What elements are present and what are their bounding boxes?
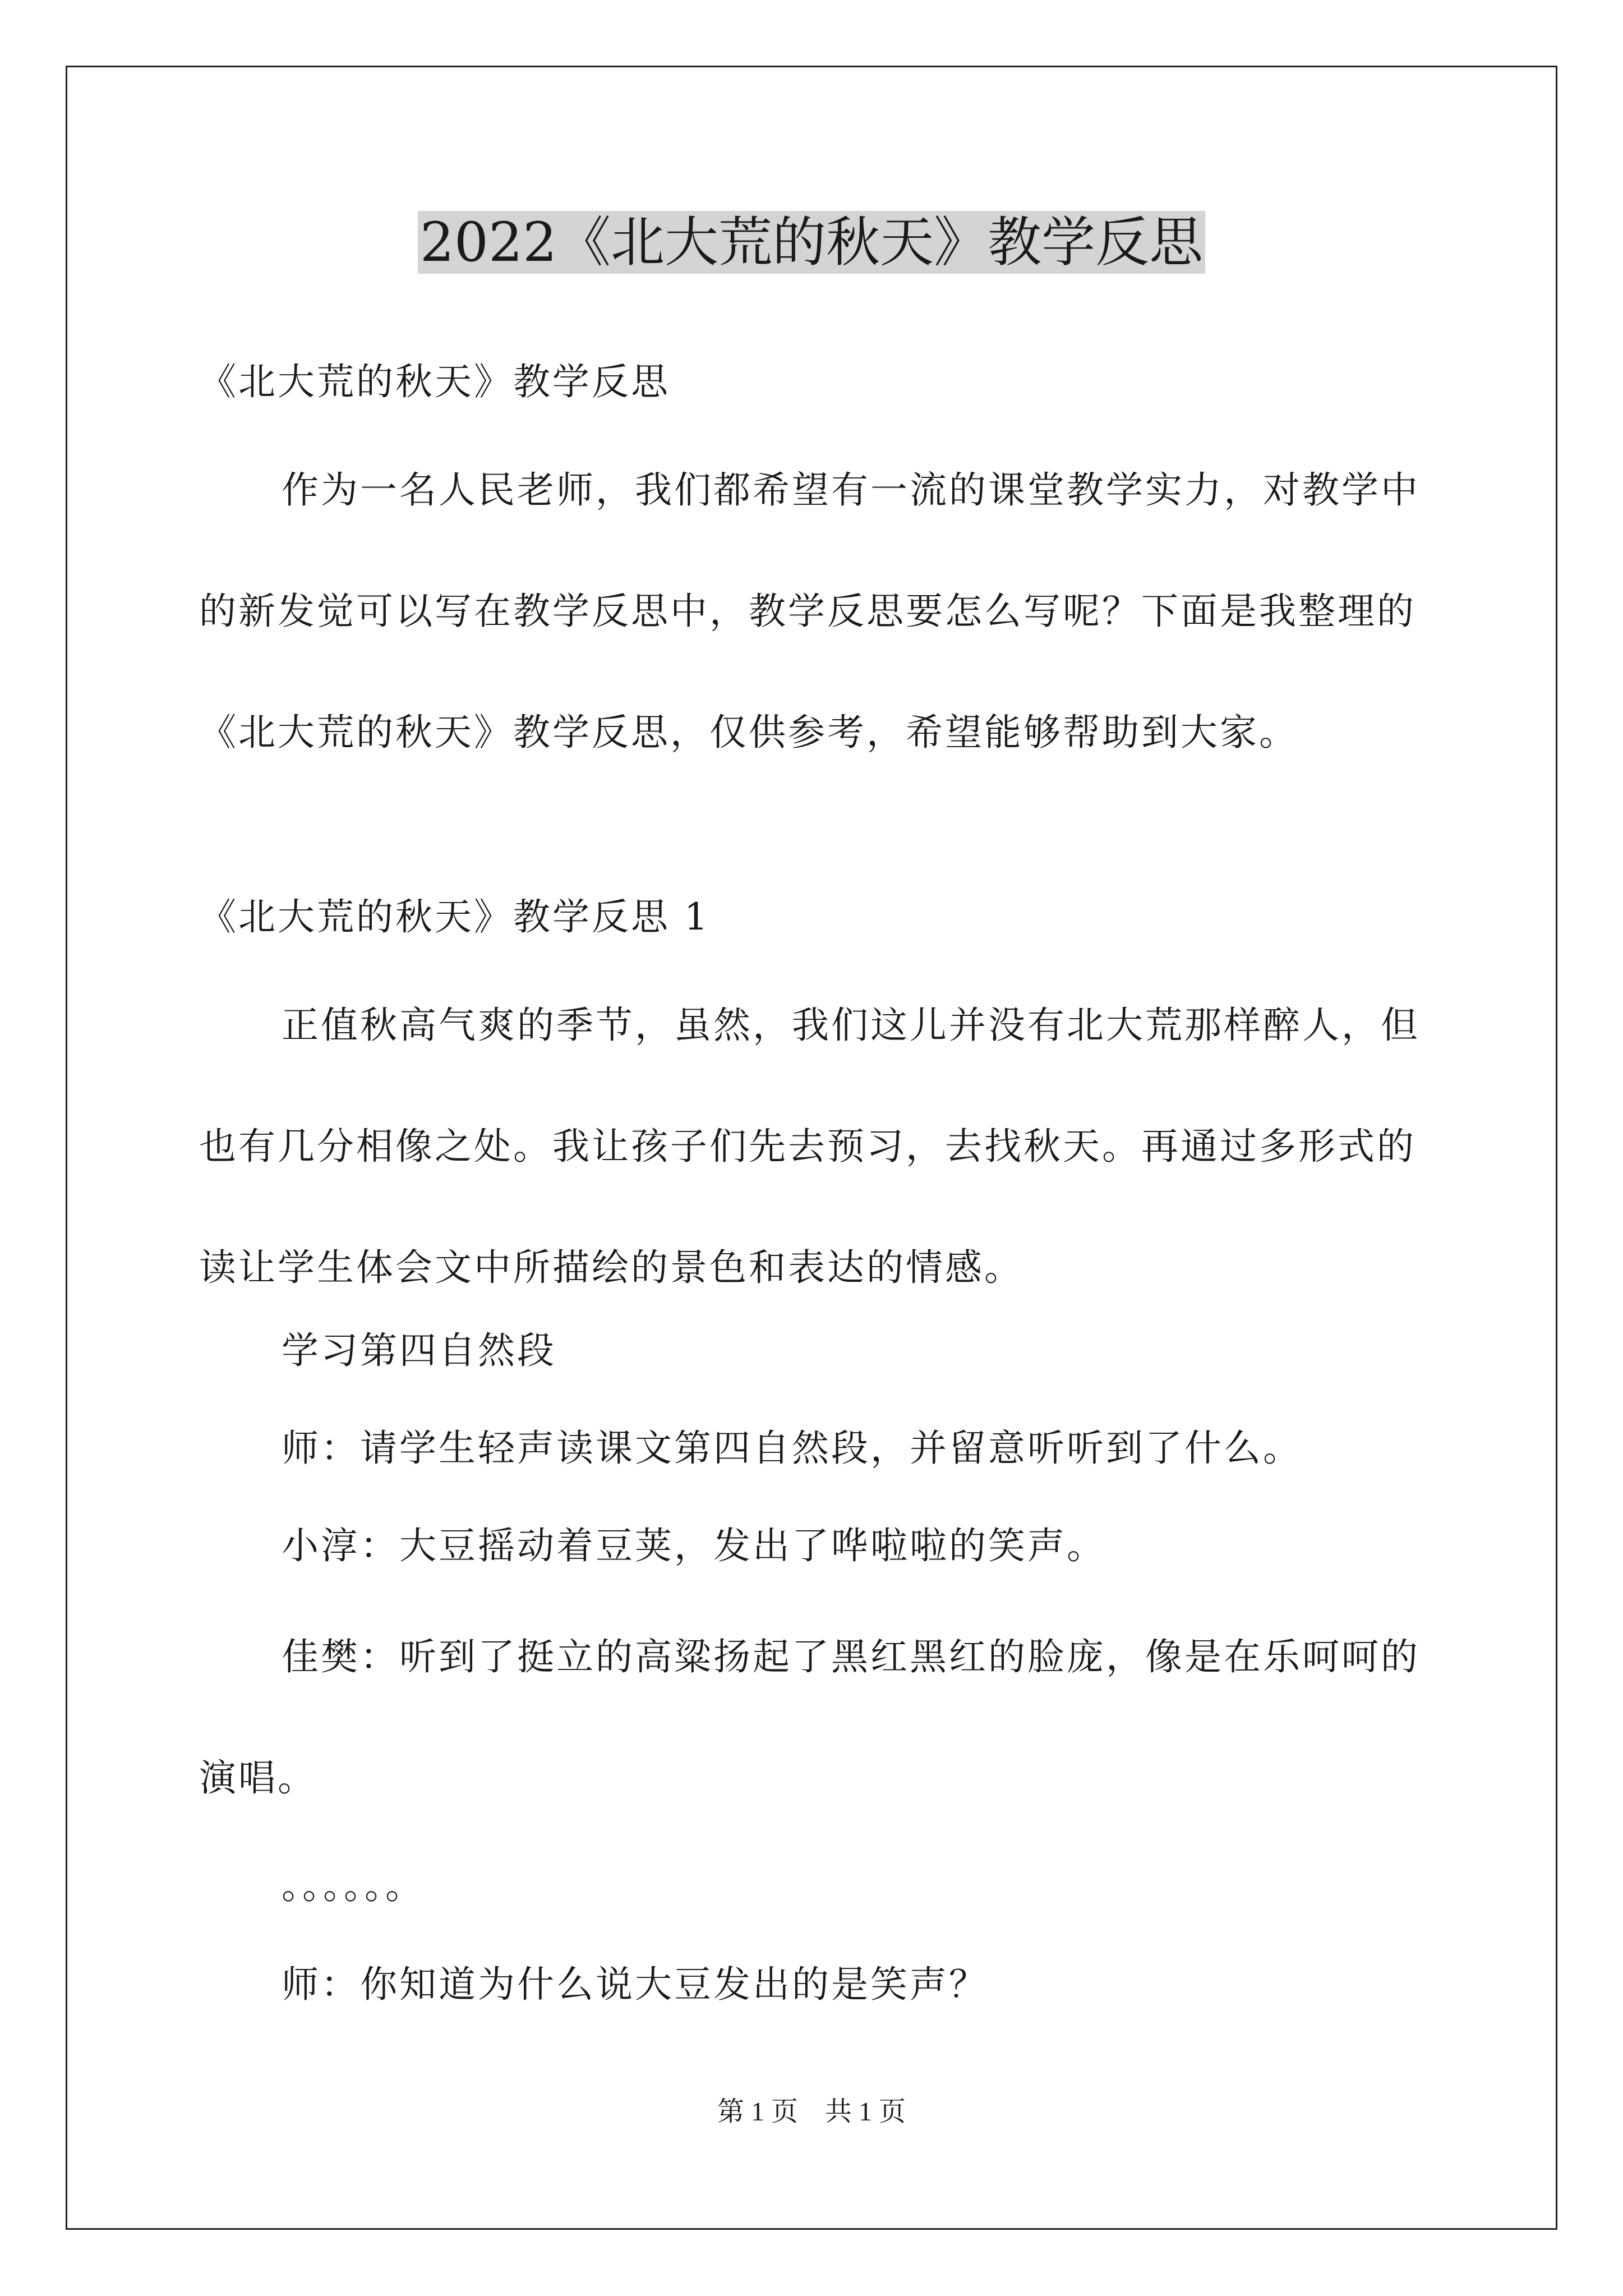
- section-heading: 《北大荒的秋天》教学反思 1: [199, 895, 710, 938]
- body-paragraph: 小淳：大豆摇动着豆荚，发出了哗啦啦的笑声。: [282, 1524, 1106, 1567]
- document-title: [0, 203, 1623, 282]
- page-footer: 第 1 页 共 1 页: [717, 2097, 906, 2127]
- intro-paragraph: 作为一名人民老师，我们都希望有一流的课堂教学实力，对教学中的新发觉可以写在教学反思中，教学反思要怎么写呢？下面是我整理的《北大荒的秋天》教学反思，仅供参考，希望能够帮助到大家。: [199, 468, 1420, 754]
- body-paragraph: 正值秋高气爽的季节，虽然，我们这儿并没有北大荒那样醉人，但也有几分相像之处。我让孩子们先去预习，去找秋天。再通过多形式的读让学生体会文中所描绘的景色和表达的情感。: [199, 1004, 1420, 1289]
- body-paragraph: 师：请学生轻声读课文第四自然段，并留意听听到了什么。: [282, 1427, 1302, 1470]
- subtitle-paragraph: 《北大荒的秋天》教学反思: [199, 360, 670, 403]
- body-paragraph: 师：你知道为什么说大豆发出的是笑声？: [282, 1963, 988, 2006]
- document-title-text: 2022《北大荒的秋天》教学反思: [418, 211, 1205, 274]
- body-paragraph: 学习第四自然段: [282, 1329, 556, 1372]
- ellipsis-line: 。。。。。。: [282, 1864, 425, 1907]
- body-paragraph: 佳樊：听到了挺立的高粱扬起了黑红黑红的脸庞，像是在乐呵呵的演唱。: [199, 1635, 1420, 1800]
